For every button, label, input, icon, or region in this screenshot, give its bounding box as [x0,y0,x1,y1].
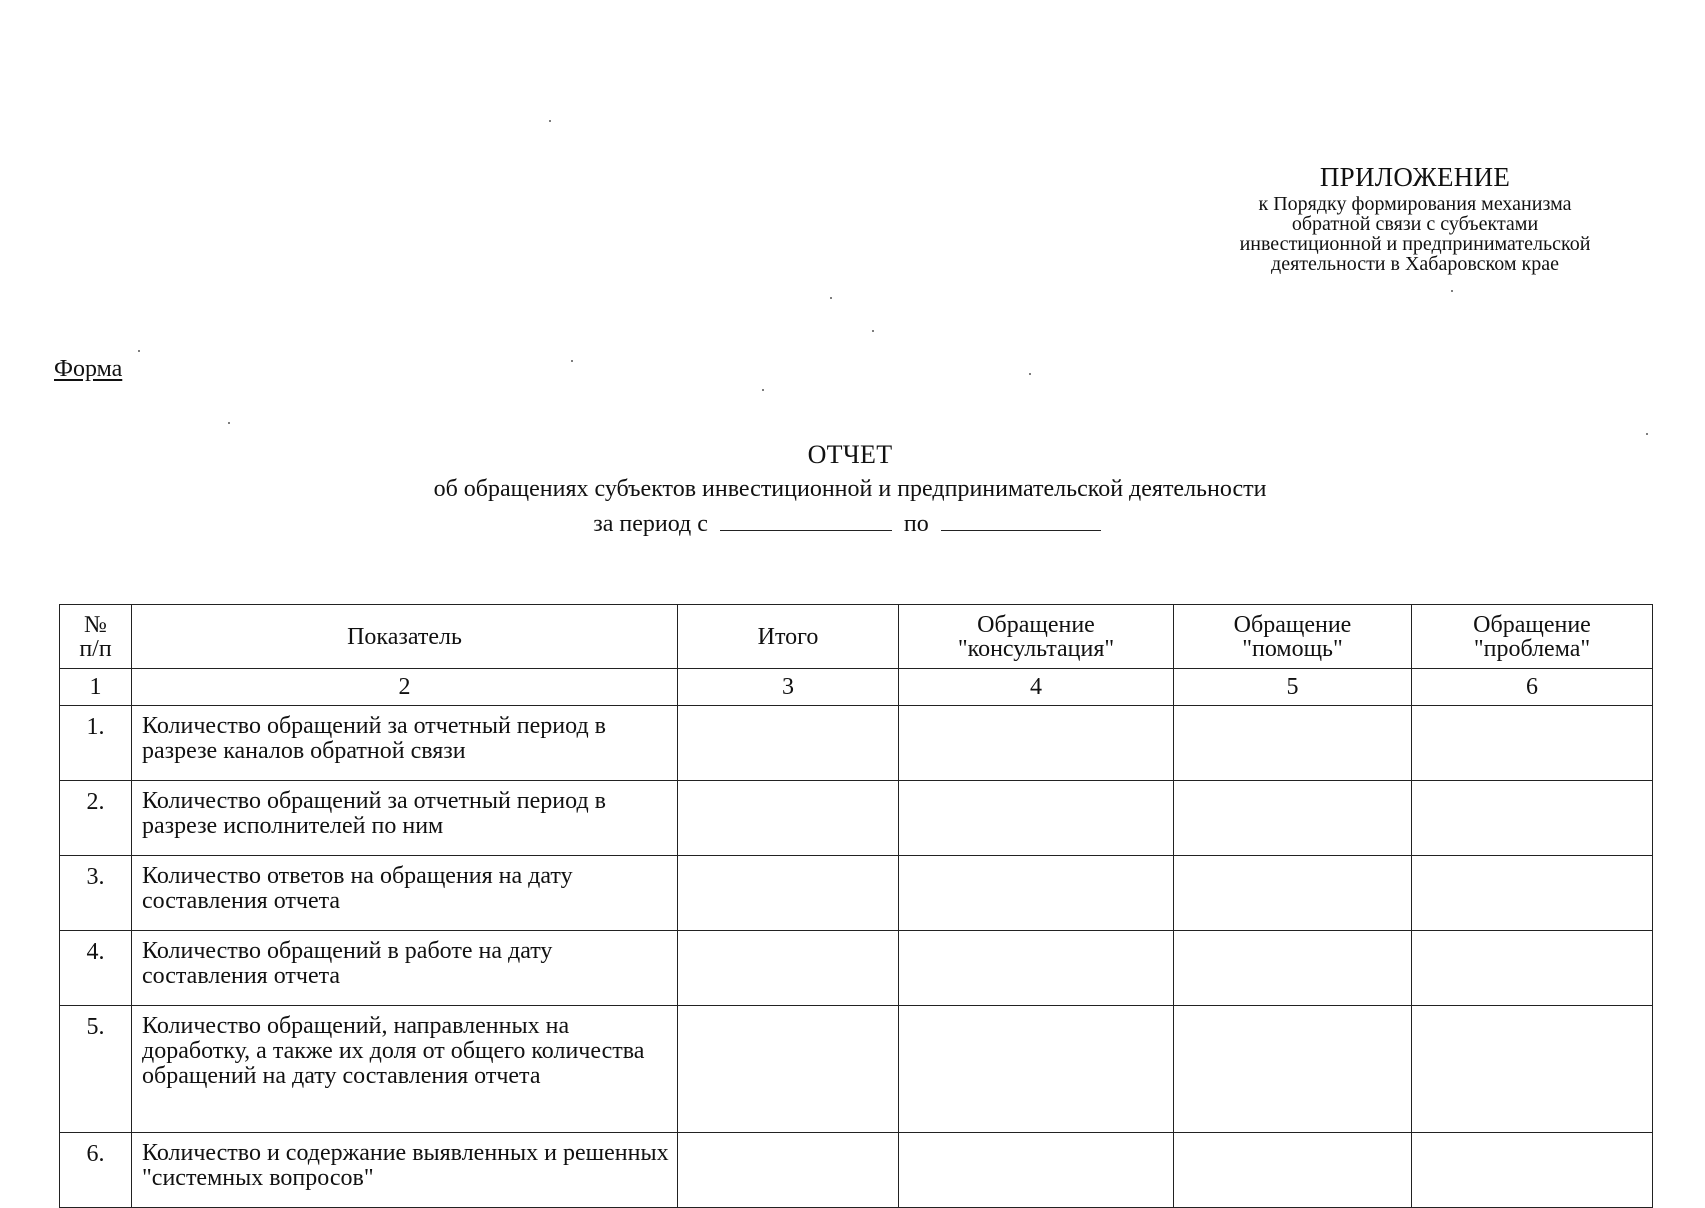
cell-help[interactable] [1174,1006,1412,1133]
cell-problem[interactable] [1412,781,1653,856]
period-middle: по [903,511,929,537]
scan-speck [571,360,573,362]
scan-speck [762,389,764,391]
period-end-blank[interactable] [941,504,1101,531]
appendix-reference [1180,194,1650,274]
cell-help[interactable] [1174,781,1412,856]
cell-problem[interactable] [1412,931,1653,1006]
cell-problem[interactable] [1412,1006,1653,1133]
cell-problem[interactable] [1412,856,1653,931]
header-total: Итого [678,605,899,669]
scan-speck [1029,373,1031,375]
scan-speck [228,422,230,424]
scan-speck [1451,290,1453,292]
row-indicator: Количество обращений в работе на дату составления отчета [132,931,678,1006]
row-number: 2. [60,781,132,856]
column-number: 2 [132,669,678,706]
cell-total[interactable] [678,781,899,856]
cell-total[interactable] [678,856,899,931]
column-number: 4 [899,669,1174,706]
report-table [59,604,1653,1208]
table-row [60,1006,1653,1133]
cell-help[interactable] [1174,856,1412,931]
cell-consultation[interactable] [899,781,1174,856]
table-row [60,856,1653,931]
row-number: 6. [60,1133,132,1208]
row-indicator: Количество обращений за отчетный период в разрезе каналов обратной связи [132,706,678,781]
row-number: 1. [60,706,132,781]
cell-consultation[interactable] [899,706,1174,781]
table-row [60,706,1653,781]
column-number: 6 [1412,669,1653,706]
scan-speck [549,120,551,122]
appendix-block [1180,160,1650,274]
row-indicator: Количество обращений за отчетный период в разрезе исполнителей по ним [132,781,678,856]
cell-help[interactable] [1174,706,1412,781]
row-indicator: Количество обращений, направленных на доработку, а также их доля от общего количества обращений на дату составления отчета [132,1006,678,1133]
row-indicator: Количество ответов на обращения на дату составления отчета [132,856,678,931]
header-help: Обращение "помощь" [1174,605,1412,669]
column-number: 1 [60,669,132,706]
cell-total[interactable] [678,706,899,781]
cell-total[interactable] [678,1133,899,1208]
appendix-line: инвестиционной и предпринимательской [1239,233,1591,255]
appendix-line: обратной связи с субъектами [1291,213,1539,235]
report-title: ОТЧЕТ [807,440,893,469]
appendix-line: деятельности в Хабаровском крае [1271,253,1559,275]
cell-total[interactable] [678,931,899,1006]
form-label: Форма [54,356,123,382]
report-period [250,504,1450,540]
column-number: 3 [678,669,899,706]
cell-help[interactable] [1174,931,1412,1006]
header-problem: Обращение "проблема" [1412,605,1653,669]
appendix-title: ПРИЛОЖЕНИЕ [1319,162,1511,192]
scan-speck [872,330,874,332]
header-indicator: Показатель [132,605,678,669]
table-row [60,1133,1653,1208]
column-number-row [60,669,1653,706]
scan-speck [138,350,140,352]
table-row [60,781,1653,856]
scan-speck [1646,433,1648,435]
table-header-row [60,605,1653,669]
cell-problem[interactable] [1412,706,1653,781]
report-subtitle: об обращениях субъектов инвестиционной и предпринимательской деятельности [433,476,1267,502]
row-number: 5. [60,1006,132,1133]
appendix-line: к Порядку формирования механизма [1258,193,1572,215]
column-number: 5 [1174,669,1412,706]
period-prefix: за период с [593,511,708,537]
cell-total[interactable] [678,1006,899,1133]
cell-consultation[interactable] [899,856,1174,931]
cell-help[interactable] [1174,1133,1412,1208]
report-heading [250,438,1450,540]
cell-consultation[interactable] [899,931,1174,1006]
row-number: 3. [60,856,132,931]
row-number: 4. [60,931,132,1006]
row-indicator: Количество и содержание выявленных и решенных "системных вопросов" [132,1133,678,1208]
header-number: № п/п [60,605,132,669]
header-consultation: Обращение "консультация" [899,605,1174,669]
period-start-blank[interactable] [720,504,892,531]
table-row [60,931,1653,1006]
scan-speck [830,297,832,299]
cell-problem[interactable] [1412,1133,1653,1208]
cell-consultation[interactable] [899,1006,1174,1133]
cell-consultation[interactable] [899,1133,1174,1208]
